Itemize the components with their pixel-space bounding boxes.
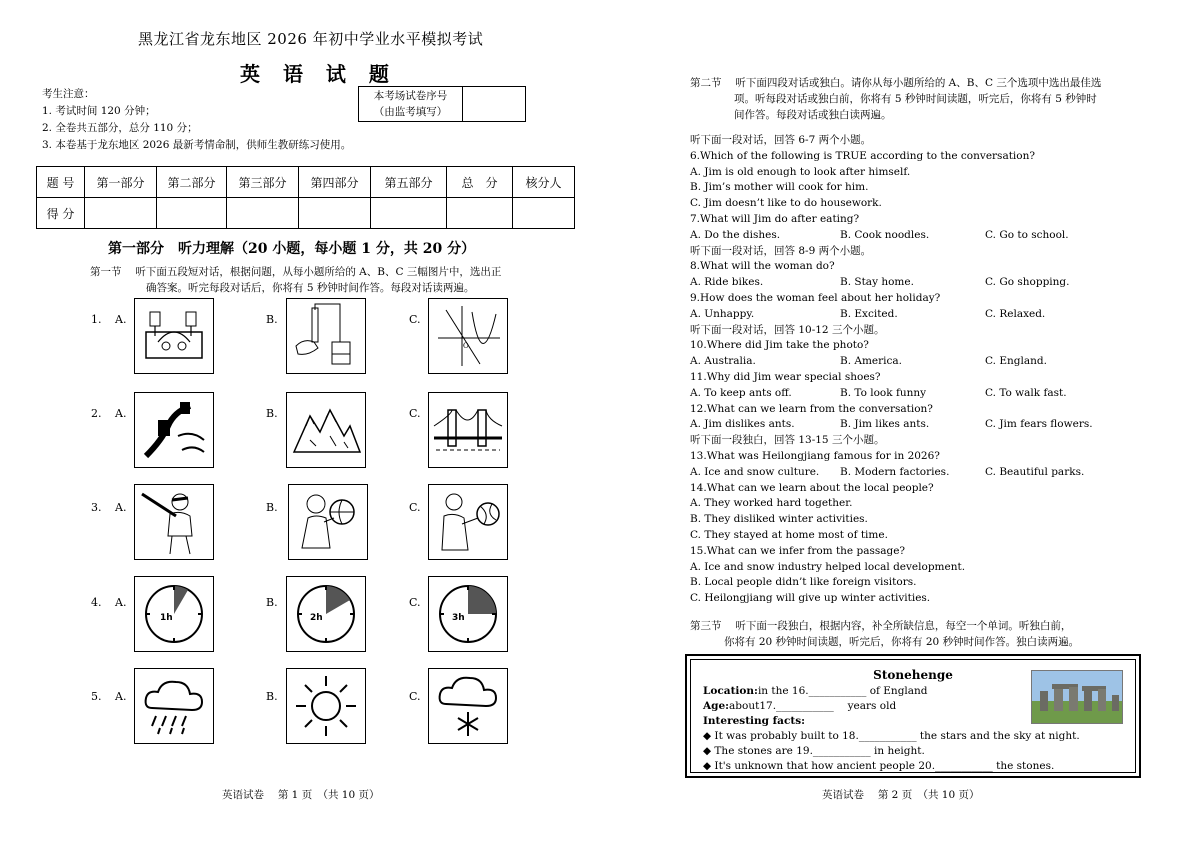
answer-option-c[interactable]: C. Jim fears flowers. xyxy=(985,418,1093,431)
question-number: 3. xyxy=(91,501,102,514)
answer-option-b[interactable]: B. America. xyxy=(840,355,903,368)
baseball-player-icon[interactable] xyxy=(134,484,214,560)
facts-heading xyxy=(703,714,1080,729)
fact-text[interactable]: It's unknown that how ancient people 20.___________ the stones. xyxy=(714,760,1055,772)
location-line xyxy=(703,684,1080,699)
question-line: A. Ice and snow industry helped local development. xyxy=(690,560,966,573)
answer-option-c[interactable]: C. Beautiful parks. xyxy=(985,465,1085,478)
question-line: 15.What can we infer from the passage? xyxy=(690,544,906,557)
option-label: C. xyxy=(409,690,421,703)
question-line: A. They worked hard together. xyxy=(690,497,853,510)
exam-notes xyxy=(42,86,351,154)
clock-label: 1h xyxy=(160,613,173,623)
score-header-cell: 题 号 xyxy=(37,167,85,198)
note-2: 2. 全卷共五部分，总分 110 分； xyxy=(42,122,198,134)
answer-option-c[interactable]: C. To walk fast. xyxy=(985,386,1067,399)
answer-option-b[interactable]: B. Cook noodles. xyxy=(840,228,930,241)
function-graph-icon[interactable] xyxy=(428,298,508,374)
answer-option-b[interactable]: B. To look funny xyxy=(840,386,927,399)
answer-options-row xyxy=(690,307,1130,323)
answer-option-a[interactable]: A. To keep ants off. xyxy=(690,386,792,399)
score-cell[interactable] xyxy=(447,198,513,229)
answer-option-b[interactable]: B. Modern factories. xyxy=(840,465,950,478)
question-line: 11.Why did Jim wear special shoes? xyxy=(690,370,881,383)
option-label: B. xyxy=(266,596,278,609)
answer-option-a[interactable]: A. Ice and snow culture. xyxy=(690,465,820,478)
score-header-cell: 总 分 xyxy=(447,167,513,198)
stonehenge-box xyxy=(685,654,1141,778)
option-label: A. xyxy=(115,313,127,326)
section3-line2: 你将有 20 秒钟时间读题，听完后，你将有 20 秒钟时间作答。独白读两遍。 xyxy=(724,635,1080,648)
question-line: 9.How does the woman feel about her holiday? xyxy=(690,291,941,304)
question-line: B. They disliked winter activities. xyxy=(690,513,868,526)
clock-label: 3h xyxy=(452,613,465,623)
question-line: 听下面一段对话，回答 6-7 两个小题。 xyxy=(690,134,872,146)
section2-instructions xyxy=(690,76,1101,123)
section2-line1: 听下面四段对话或独白。请你从每小题所给的 A、B、C 三个选项中选出最佳选 xyxy=(735,77,1102,89)
clock-1h-icon[interactable] xyxy=(134,576,214,652)
great-wall-icon[interactable] xyxy=(134,392,214,468)
option-label: C. xyxy=(409,596,421,609)
answer-option-a[interactable]: A. Unhappy. xyxy=(690,307,755,320)
answer-option-c[interactable]: C. Go shopping. xyxy=(985,276,1070,289)
answer-option-a[interactable]: A. Australia. xyxy=(690,355,756,368)
score-table-score-row xyxy=(37,198,575,229)
seat-box-label-line1: 本考场试卷序号 xyxy=(373,90,448,102)
exam-title: 黑龙江省龙东地区 2026 年初中学业水平模拟考试 xyxy=(138,30,484,48)
clock-label: 2h xyxy=(310,613,323,623)
score-cell[interactable] xyxy=(299,198,371,229)
question-line: 6.Which of the following is TRUE according to the conversation? xyxy=(690,149,1035,162)
diamond-bullet-icon: ◆ xyxy=(703,760,715,772)
stonehenge-inner-border xyxy=(690,659,1136,773)
option-label: C. xyxy=(409,407,421,420)
age-label: Age: xyxy=(703,700,730,712)
answer-option-b[interactable]: B. Stay home. xyxy=(840,276,914,289)
section1-label: 第一节 xyxy=(90,266,122,278)
age-text[interactable]: about17.___________ years old xyxy=(729,700,897,712)
snow-cloud-icon[interactable] xyxy=(428,668,508,744)
option-label: B. xyxy=(266,501,278,514)
location-label: Location: xyxy=(703,685,758,697)
answer-option-a[interactable]: A. Jim dislikes ants. xyxy=(690,418,795,431)
section3-line1: 听下面一段独白，根据内容，补全所缺信息，每空一个单词。听独白前， xyxy=(735,620,1072,632)
question-line: C. Heilongjiang will give up winter activities. xyxy=(690,592,931,605)
score-cell[interactable] xyxy=(157,198,227,229)
fact-item xyxy=(703,759,1080,774)
question-number: 1. xyxy=(91,313,102,326)
section1-instructions xyxy=(90,264,530,296)
question-line: 听下面一段对话，回答 8-9 两个小题。 xyxy=(690,244,872,257)
score-cell[interactable] xyxy=(513,198,575,229)
score-table-header-row xyxy=(37,167,575,198)
page2-footer: 英语试卷 第 2 页 （共 10 页） xyxy=(822,789,980,801)
question-line: C. They stayed at home most of time. xyxy=(690,528,888,541)
sun-icon[interactable] xyxy=(286,668,366,744)
note-1: 1. 考试时间 120 分钟； xyxy=(42,105,156,117)
answer-option-b[interactable]: B. Jim likes ants. xyxy=(840,418,930,431)
answer-option-a[interactable]: A. Do the dishes. xyxy=(690,228,781,241)
seat-box-blank[interactable] xyxy=(463,87,525,121)
question-number: 4. xyxy=(91,596,102,609)
answer-options-row xyxy=(690,228,1130,244)
answer-option-b[interactable]: B. Excited. xyxy=(840,307,898,320)
question-line: 13.What was Heilongjiang famous for in 2026? xyxy=(690,449,940,462)
score-header-cell: 核分人 xyxy=(513,167,575,198)
fact-item xyxy=(703,729,1080,744)
option-label: C. xyxy=(409,501,421,514)
question-line: 听下面一段独白，回答 13-15 三个小题。 xyxy=(690,434,885,447)
part1-heading: 第一部分 听力理解（20 小题，每小题 1 分，共 20 分） xyxy=(108,241,476,257)
volleyball-player-icon[interactable] xyxy=(428,484,508,560)
section2-line2: 项。听每段对话或独白前，你将有 5 秒钟时间读题，听完后，你将有 5 秒钟时 xyxy=(734,92,1097,105)
question-line: 10.Where did Jim take the photo? xyxy=(690,339,869,352)
score-table xyxy=(36,166,575,229)
basketball-player-icon[interactable] xyxy=(288,484,368,560)
section3-instructions xyxy=(690,619,1079,651)
bridge-icon[interactable] xyxy=(428,392,508,468)
score-cell[interactable] xyxy=(371,198,447,229)
answer-options-row xyxy=(690,417,1130,433)
question-line: B. Local people didn’t like foreign visitors. xyxy=(690,576,917,589)
facts-label: Interesting facts: xyxy=(703,715,806,727)
clock-3h-icon[interactable] xyxy=(428,576,508,652)
section3-label: 第三节 xyxy=(690,620,722,632)
rain-cloud-icon[interactable] xyxy=(134,668,214,744)
answer-options-row xyxy=(690,354,1130,370)
question-number: 5. xyxy=(91,690,102,703)
svg-text:O: O xyxy=(463,342,469,350)
page1-footer: 英语试卷 第 1 页 （共 10 页） xyxy=(222,789,380,801)
question-line: 12.What can we learn from the conversation? xyxy=(690,402,933,415)
diamond-bullet-icon: ◆ xyxy=(703,745,715,757)
option-label: A. xyxy=(115,690,127,703)
answer-option-c[interactable]: C. Relaxed. xyxy=(985,307,1046,320)
option-label: A. xyxy=(115,501,127,514)
answer-options-row xyxy=(690,465,1130,481)
question-line: B. Jim’s mother will cook for him. xyxy=(690,181,869,194)
option-label: C. xyxy=(409,313,421,326)
section2-line3: 间作答。每段对话或独白读两遍。 xyxy=(734,108,892,121)
notes-heading: 考生注意： xyxy=(42,88,95,100)
question-line: C. Jim doesn’t like to do housework. xyxy=(690,197,882,210)
section1-line1: 听下面五段短对话，根据问题，从每小题所给的 A、B、C 三幅图片中，选出正 xyxy=(135,266,502,278)
answer-option-c[interactable]: C. Go to school. xyxy=(985,228,1069,241)
question-line: 8.What will the woman do? xyxy=(690,260,835,273)
score-header-cell: 第四部分 xyxy=(299,167,371,198)
stonehenge-title: Stonehenge xyxy=(873,668,953,682)
diamond-bullet-icon: ◆ xyxy=(703,730,715,742)
seat-box-label-line2: （由监考填写） xyxy=(373,106,448,118)
clock-2h-icon[interactable] xyxy=(286,576,366,652)
question-line: 7.What will Jim do after eating? xyxy=(690,212,860,225)
answer-options-row xyxy=(690,275,1130,291)
option-label: A. xyxy=(115,596,127,609)
test-tube-experiment-icon[interactable] xyxy=(286,298,366,374)
score-cell[interactable] xyxy=(227,198,299,229)
option-label: B. xyxy=(266,313,278,326)
score-row-label: 得 分 xyxy=(37,198,85,229)
fact-text[interactable]: It was probably built to 18.___________ the stars and the sky at night. xyxy=(714,730,1080,742)
answer-options-row xyxy=(690,386,1130,402)
option-label: B. xyxy=(266,407,278,420)
question-line: 14.What can we learn about the local people? xyxy=(690,481,934,494)
answer-option-a[interactable]: A. Ride bikes. xyxy=(690,276,764,289)
stonehenge-photo-icon xyxy=(1032,671,1123,724)
listening-questions xyxy=(690,133,1130,607)
question-line: A. Jim is old enough to look after himself. xyxy=(690,165,911,178)
circuit-experiment-icon[interactable] xyxy=(134,298,214,374)
option-label: A. xyxy=(115,407,127,420)
fact-item xyxy=(703,744,1080,759)
subject-title: 英 语 试 题 xyxy=(240,62,397,86)
score-header-cell: 第二部分 xyxy=(157,167,227,198)
question-number: 2. xyxy=(91,407,102,420)
note-3: 3. 本卷基于龙东地区 2026 最新考情命制，供师生教研练习使用。 xyxy=(42,139,352,151)
question-line: 听下面一段对话，回答 10-12 三个小题。 xyxy=(690,323,885,336)
seat-number-box xyxy=(358,86,526,122)
section2-label: 第二节 xyxy=(690,77,722,89)
seat-box-label xyxy=(359,87,463,121)
score-header-cell: 第一部分 xyxy=(85,167,157,198)
mountains-icon[interactable] xyxy=(286,392,366,468)
section1-line2: 确答案。听完每段对话后，你将有 5 秒钟时间作答。每段对话读两遍。 xyxy=(146,282,475,294)
age-line xyxy=(703,699,1080,714)
answer-option-c[interactable]: C. England. xyxy=(985,355,1047,368)
score-cell[interactable] xyxy=(85,198,157,229)
stonehenge-content xyxy=(703,684,1080,774)
score-header-cell: 第五部分 xyxy=(371,167,447,198)
option-label: B. xyxy=(266,690,278,703)
fact-text[interactable]: The stones are 19.___________ in height. xyxy=(714,745,925,757)
score-header-cell: 第三部分 xyxy=(227,167,299,198)
location-text[interactable]: in the 16.___________ of England xyxy=(757,685,928,697)
stonehenge-photo xyxy=(1031,670,1123,724)
